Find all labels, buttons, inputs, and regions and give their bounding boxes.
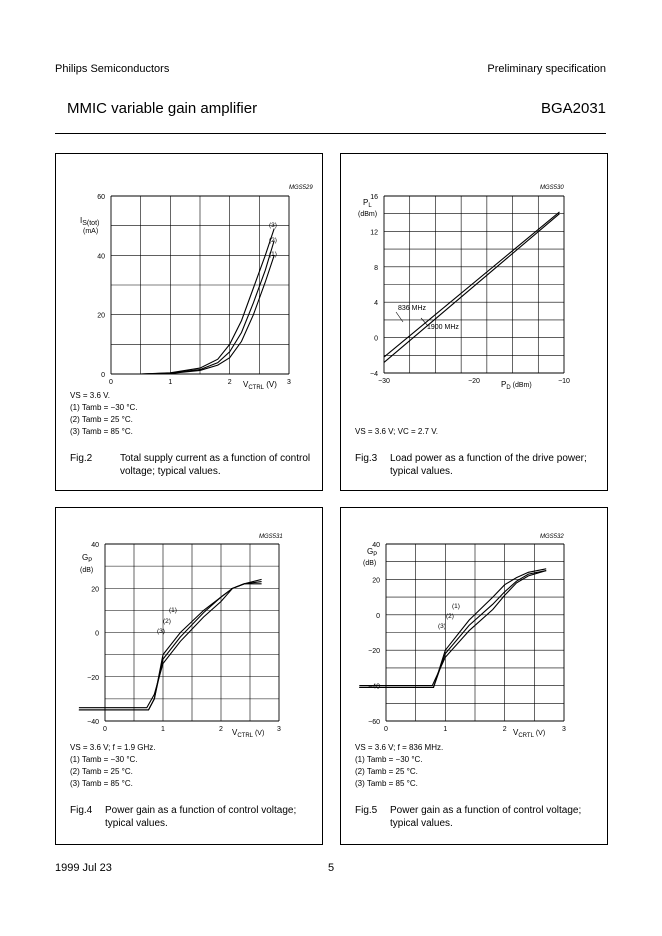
- x-tick-label: 1: [168, 379, 173, 386]
- condition-line: VS = 3.6 V; f = 836 MHz.: [355, 743, 444, 752]
- chart-fig5: [341, 508, 607, 844]
- condition-line: (3) Tamb = 85 °C.: [355, 779, 418, 788]
- series-label: (3): [269, 222, 277, 229]
- x-axis-label: $V_{CTRL}$ (V): [243, 380, 277, 391]
- y-axis-unit: (dB): [80, 567, 94, 574]
- condition-line: (1) Tamb = −30 °C.: [70, 755, 138, 764]
- y-tick-label: 16: [370, 194, 378, 201]
- figure-panel-fig3: [340, 153, 608, 491]
- figure-panel-fig4: [55, 507, 323, 845]
- chart-fig4: [56, 508, 322, 844]
- series-label: (2): [163, 618, 171, 625]
- series-labels: [438, 603, 460, 630]
- y-tick-label: 12: [370, 229, 378, 237]
- conditions: [355, 742, 443, 790]
- condition-line: VS = 3.6 V; f = 1.9 GHz.: [70, 743, 156, 752]
- y-tick-label: 4: [374, 300, 378, 308]
- x-tick-label: 2: [227, 379, 232, 386]
- y-tick-label: 0: [374, 335, 378, 343]
- series-lines: [111, 229, 274, 374]
- y-tick-label: −40: [87, 719, 99, 726]
- caption-line-1: Load power as a function of the drive power;: [390, 453, 587, 464]
- x-tick-label: 2: [219, 726, 223, 733]
- x-tick-label: 0: [109, 379, 113, 386]
- annotation-836mhz: 836 MHz: [398, 305, 427, 312]
- y-tick-label: 8: [374, 264, 378, 272]
- grid: [105, 544, 279, 721]
- figure-number: Fig.4: [70, 805, 93, 816]
- x-tick-label: 3: [287, 379, 291, 386]
- figure-code: MGS532: [540, 534, 564, 540]
- y-tick-label: 60: [97, 194, 105, 201]
- x-tick-label: 1: [443, 726, 448, 733]
- condition-line: (1) Tamb = −30 °C.: [70, 403, 138, 412]
- grid: [384, 196, 564, 373]
- page-number: 5: [328, 862, 335, 874]
- condition-line: (1) Tamb = −30 °C.: [355, 755, 423, 764]
- series-label: (3): [157, 628, 165, 635]
- series-line: [359, 569, 546, 688]
- y-axis-label: IS(tot): [80, 216, 100, 227]
- condition-line: (2) Tamb = 25 °C.: [355, 767, 418, 776]
- y-axis-label: $G_P$: [367, 547, 378, 558]
- series-line: [111, 241, 274, 375]
- y-tick-label: 0: [376, 612, 380, 620]
- series-label: (2): [269, 237, 277, 244]
- condition-line: (3) Tamb = 85 °C.: [70, 779, 133, 788]
- figure-number: Fig.2: [70, 453, 93, 464]
- caption-line-1: Power gain as a function of control voltage;: [105, 805, 297, 816]
- y-axis-unit: (dBm): [358, 211, 378, 218]
- y-axis-label: $G_P$: [82, 553, 93, 564]
- y-axis-label: $P_L$: [363, 198, 372, 209]
- grid: [111, 196, 289, 374]
- condition-line: (3) Tamb = 85 °C.: [70, 427, 133, 436]
- x-tick-label: −20: [468, 378, 480, 385]
- x-tick-label: 1: [161, 726, 165, 733]
- condition-line: VS = 3.6 V; VC = 2.7 V.: [355, 427, 439, 436]
- series-line: [359, 571, 546, 686]
- figure-panel-fig5: [340, 507, 608, 845]
- header-rule: [55, 133, 606, 134]
- caption-line-2: typical values.: [105, 818, 168, 829]
- series-lines: [384, 212, 560, 363]
- x-axis-label: $P_D$ (dBm): [501, 380, 532, 391]
- y-axis-unit: (mA): [83, 228, 99, 235]
- footer-date: 1999 Jul 23: [55, 862, 112, 874]
- series-line: [111, 229, 274, 374]
- y-tick-label: 40: [372, 542, 380, 549]
- series-line: [359, 571, 546, 688]
- y-tick-label: 20: [91, 586, 99, 594]
- caption-line-1: Power gain as a function of control voltage;: [390, 805, 582, 816]
- annotation-leader: [396, 312, 403, 322]
- y-tick-label: 0: [101, 372, 105, 379]
- y-tick-label: −4: [370, 371, 378, 378]
- series-label: (1): [169, 607, 177, 614]
- y-tick-label: −40: [368, 683, 380, 691]
- series-lines: [79, 579, 262, 710]
- caption-line-2: voltage; typical values.: [120, 466, 221, 477]
- conditions: [355, 426, 438, 438]
- series-labels: [157, 607, 177, 635]
- condition-line: (2) Tamb = 25 °C.: [70, 415, 133, 424]
- caption-line-2: typical values.: [390, 818, 453, 829]
- series-line: [79, 579, 262, 710]
- x-tick-label: −10: [558, 378, 570, 385]
- series-label: (1): [452, 603, 460, 610]
- y-tick-label: 20: [97, 312, 105, 320]
- series-label: (1): [269, 251, 277, 258]
- figure-panel-fig2: [55, 153, 323, 491]
- y-tick-label: 40: [91, 542, 99, 549]
- y-tick-label: −20: [87, 674, 99, 682]
- x-tick-label: 2: [502, 726, 507, 733]
- header-doc-type: Preliminary specification: [487, 63, 606, 75]
- part-number: BGA2031: [540, 100, 606, 117]
- y-tick-label: 0: [95, 630, 99, 638]
- y-tick-label: −60: [368, 719, 380, 726]
- y-tick-label: −20: [368, 648, 380, 656]
- series-label: (3): [438, 623, 446, 630]
- y-tick-label: 40: [97, 253, 105, 261]
- figure-code: MGS529: [289, 185, 313, 191]
- x-axis-label: $V_{CTRL}$ (V): [232, 728, 265, 739]
- chart-fig2: [56, 154, 322, 490]
- figure-number: Fig.3: [355, 453, 378, 464]
- x-tick-label: 0: [384, 726, 388, 733]
- header-company: Philips Semiconductors: [55, 63, 170, 75]
- conditions: [70, 742, 156, 790]
- y-axis-unit: (dB): [363, 560, 377, 567]
- x-tick-label: 3: [562, 726, 566, 733]
- page-title: MMIC variable gain amplifier: [67, 100, 258, 117]
- series-labels: [269, 222, 277, 258]
- x-tick-label: 0: [103, 726, 107, 733]
- condition-line: VS = 3.6 V.: [70, 391, 110, 400]
- annotation-1900mhz: 1900 MHz: [427, 324, 459, 331]
- chart-fig3: [341, 154, 607, 490]
- caption-line-2: typical values.: [390, 466, 453, 477]
- y-tick-label: 20: [372, 577, 380, 585]
- figure-code: MGS531: [259, 534, 283, 540]
- condition-line: (2) Tamb = 25 °C.: [70, 767, 133, 776]
- series-line: [384, 214, 560, 363]
- x-tick-label: 3: [277, 726, 281, 733]
- x-tick-label: −30: [378, 378, 390, 385]
- series-lines: [359, 569, 546, 688]
- series-label: (2): [446, 613, 454, 620]
- conditions: [70, 390, 138, 438]
- figure-code: MGS530: [540, 185, 564, 191]
- x-axis-label: $V_{CRTL}$ (V): [513, 728, 546, 739]
- figure-number: Fig.5: [355, 805, 378, 816]
- caption-line-1: Total supply current as a function of control: [120, 453, 311, 464]
